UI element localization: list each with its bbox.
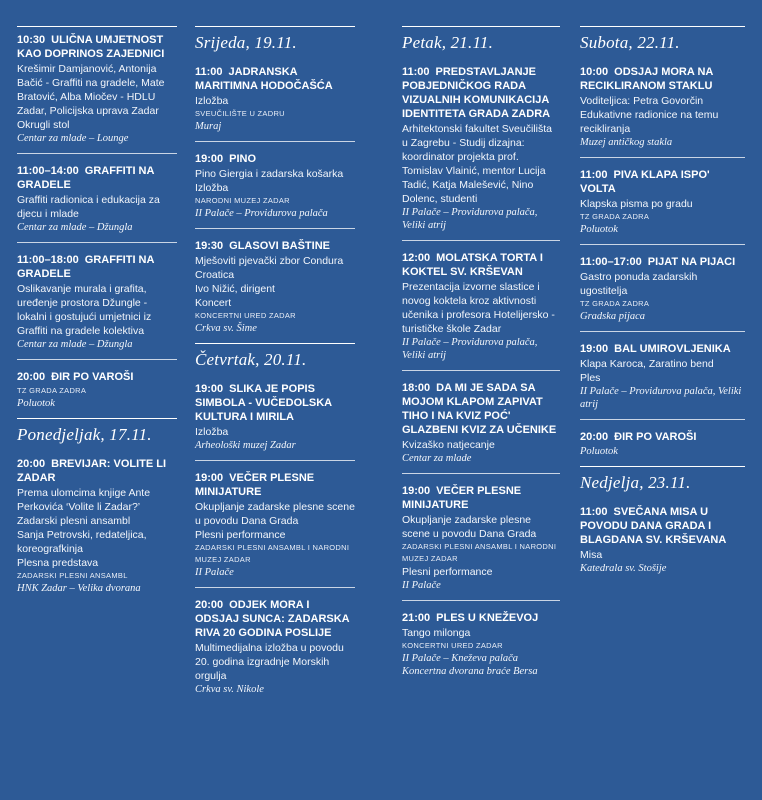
event-description: Zadarski plesni ansambl: [17, 515, 131, 527]
event-time: 18:00: [402, 382, 431, 394]
event-venue: II Palače: [195, 567, 234, 578]
event-venue: Poluotok: [580, 224, 618, 235]
day-title: Petak, 21.11.: [402, 33, 494, 52]
event-name: DA MI JE SADA SA MOJOM KLAPOM ZAPIVAT TIHO I NA KVIZ POĆ' GLAZBENI KVIZ ZA UČENIKE: [402, 382, 557, 436]
event-description: Okupljanje zadarske plesne scene u povodu Dana Grada: [402, 514, 537, 540]
column-4: [580, 26, 745, 583]
event-organizer: ZADARSKI PLESNI ANSAMBL I NARODNI MUZEJ ZADAR: [195, 543, 350, 564]
day-section: [402, 26, 560, 678]
event-item: [580, 65, 745, 158]
day-title: Ponedjeljak, 17.11.: [17, 425, 152, 444]
event-item: [17, 164, 177, 243]
day-section: [580, 466, 745, 575]
column-3: [402, 26, 560, 686]
event-organizer: KONCERTNI URED ZADAR: [195, 311, 296, 320]
event-time: 11:00: [402, 66, 430, 78]
event-time: 11:00–17:00: [580, 256, 642, 268]
event-item: [17, 33, 177, 154]
event-title: [402, 65, 560, 121]
event-time: 11:00–18:00: [17, 254, 79, 266]
event-name: ODSJAJ MORA NA RECIKLIRANOM STAKLU: [580, 66, 713, 92]
event-item: [402, 381, 560, 474]
day-section: [17, 26, 177, 410]
event-name: BAL UMIROVLJENIKA: [614, 343, 731, 355]
event-time: 19:00: [580, 343, 609, 355]
event-venue: Centar za mlade – Džungla: [17, 222, 133, 233]
column-1: [17, 26, 177, 603]
event-item: [195, 598, 355, 696]
event-name: PIJAT NA PIJACI: [647, 256, 736, 268]
event-name: SLIKA JE POPIS SIMBOLA - VUČEDOLSKA KULTURA I MIRILA: [195, 383, 332, 423]
event-description: Krešimir Damjanović, Antonija Bačić - Graffiti na gradele, Mate Bratović, Alba Miočev - HDLU Zadar, Policijska uprava Zadar Okrugli stol: [17, 63, 165, 131]
event-organizer: ZADARSKI PLESNI ANSAMBL: [17, 571, 128, 580]
event-time: 12:00: [402, 252, 431, 264]
event-venue: Crkva sv. Nikole: [195, 684, 264, 695]
event-name: VEČER PLESNE MINIJATURE: [195, 472, 315, 498]
event-title: [402, 381, 560, 437]
event-description: Sanja Petrovski, redateljica, koreografkinja: [17, 529, 147, 555]
event-venue: Koncertna dvorana braće Bersa: [402, 666, 538, 677]
event-organizer: NARODNI MUZEJ ZADAR: [195, 196, 290, 205]
event-description: Okupljanje zadarske plesne scene u povodu Dana Grada: [195, 501, 355, 527]
event-description: Edukativne radionice na temu recikliranja: [580, 109, 719, 135]
event-item: [402, 65, 560, 241]
event-name: JADRANSKA MARITIMNA HODOČAŠĆA: [195, 66, 333, 92]
event-title: [195, 598, 355, 640]
event-name: PLES U KNEŽEVOJ: [436, 612, 539, 624]
event-venue: Gradska pijaca: [580, 311, 646, 322]
event-venue: Katedrala sv. Stošije: [580, 563, 667, 574]
event-name: VEČER PLESNE MINIJATURE: [402, 485, 522, 511]
day-title: Srijeda, 19.11.: [195, 33, 297, 52]
event-description: Misa: [580, 549, 603, 561]
event-organizer: TZ GRADA ZADRA: [17, 386, 87, 395]
event-time: 11:00: [195, 66, 223, 78]
event-title: [17, 164, 177, 192]
day-section: [195, 26, 355, 335]
event-venue: Crkva sv. Šime: [195, 323, 257, 334]
event-venue: Centar za mlade – Džungla: [17, 339, 133, 350]
event-description: Izložba: [195, 182, 229, 194]
event-item: [195, 239, 355, 335]
event-title: [195, 239, 355, 253]
column-2: [195, 26, 355, 704]
event-venue: Poluotok: [17, 398, 55, 409]
event-item: [402, 611, 560, 678]
event-name: MOLATSKA TORTA I KOKTEL SV. KRŠEVAN: [402, 252, 543, 278]
event-description: Oslikavanje murala i grafita, uređenje prostora Džungle - lokalni i gostujući umjetnici iz Graffiti na gradele kolektiva: [17, 283, 152, 337]
event-name: PINO: [229, 153, 257, 165]
event-time: 20:00: [195, 599, 224, 611]
event-time: 20:00: [17, 371, 46, 383]
event-name: PIVA KLAPA ISPO' VOLTA: [580, 169, 710, 195]
event-title: [17, 370, 177, 384]
event-time: 19:00: [402, 485, 431, 497]
event-description: Gastro ponuda zadarskih ugostitelja: [580, 271, 698, 297]
event-description: Pino Giergia i zadarska košarka: [195, 168, 344, 180]
event-venue: Muzej antičkog stakla: [580, 137, 673, 148]
day-title: Nedjelja, 23.11.: [580, 473, 691, 492]
event-name: GRAFFITI NA GRADELE: [17, 254, 155, 280]
event-description: Plesni performance: [195, 529, 286, 541]
event-item: [17, 370, 177, 410]
event-time: 20:00: [580, 431, 609, 443]
event-time: 19:30: [195, 240, 224, 252]
event-venue: II Palače – Providurova palača, Veliki atrij: [580, 386, 742, 410]
event-venue: II Palače – Kneževa palača: [402, 653, 519, 664]
event-venue: II Palače – Providurova palača, Veliki atrij: [402, 207, 538, 231]
day-title: Subota, 22.11.: [580, 33, 680, 52]
event-title: [195, 382, 355, 424]
event-description: Multimedijalna izložba u povodu 20. godina izgradnje Morskih orgulja: [195, 642, 344, 682]
event-organizer: SVEUČILIŠTE U ZADRU: [195, 109, 285, 118]
event-title: [580, 430, 745, 444]
event-title: [580, 505, 745, 547]
event-description: Izložba: [195, 426, 229, 438]
event-venue: II Palače – Providurova palača, Veliki atrij: [402, 337, 538, 361]
event-name: GLASOVI BAŠTINE: [229, 240, 330, 252]
event-title: [17, 457, 177, 485]
event-item: [195, 382, 355, 461]
event-name: PREDSTAVLJANJE POBJEDNIČKOG RADA VIZUALNIH KOMUNIKACIJA IDENTITETA GRADA ZADRA: [402, 66, 551, 120]
event-organizer: ZADARSKI PLESNI ANSAMBL I NARODNI MUZEJ ZADAR: [402, 542, 557, 563]
event-venue: Centar za mlade – Lounge: [17, 133, 129, 144]
event-venue: Arheološki muzej Zadar: [195, 440, 296, 451]
event-item: [580, 505, 745, 575]
event-venue: Poluotok: [580, 446, 618, 457]
event-description: Prema ulomcima knjige Ante Perkovića ‘Volite li Zadar?’: [17, 487, 151, 513]
day-section: [17, 418, 177, 595]
event-title: [580, 65, 745, 93]
event-venue: II Palače – Providurova palača: [195, 208, 328, 219]
event-time: 10:00: [580, 66, 609, 78]
event-name: ULIČNA UMJETNOST KAO DOPRINOS ZAJEDNICI: [17, 34, 165, 60]
event-title: [195, 65, 355, 93]
event-item: [580, 168, 745, 245]
event-description: Plesna predstava: [17, 557, 99, 569]
event-item: [402, 484, 560, 601]
event-time: 11:00: [580, 169, 608, 181]
event-title: [402, 611, 560, 625]
event-title: [580, 168, 745, 196]
event-time: 11:00–14:00: [17, 165, 79, 177]
event-description: Klapa Karoca, Zaratino bend: [580, 358, 714, 370]
event-description: Koncert: [195, 297, 232, 309]
event-organizer: KONCERTNI URED ZADAR: [402, 641, 503, 650]
event-name: SVEČANA MISA U POVODU DANA GRADA I BLAGDANA SV. KRŠEVANA: [580, 506, 727, 546]
event-name: GRAFFITI NA GRADELE: [17, 165, 155, 191]
event-title: [195, 471, 355, 499]
event-venue: Muraj: [195, 121, 222, 132]
event-item: [17, 253, 177, 360]
day-section: [580, 26, 745, 458]
event-item: [17, 457, 177, 595]
event-description: Graffiti radionica i edukacija za djecu i mlade: [17, 194, 160, 220]
event-venue: II Palače: [402, 580, 441, 591]
event-title: [580, 255, 745, 269]
event-description: Tango milonga: [402, 627, 471, 639]
day-section: [195, 343, 355, 696]
event-description: Izložba: [195, 95, 229, 107]
event-name: ĐIR PO VAROŠI: [614, 431, 697, 443]
event-time: 19:00: [195, 153, 224, 165]
event-name: ĐIR PO VAROŠI: [51, 371, 134, 383]
event-description: Mješoviti pjevački zbor Condura Croatica: [195, 255, 344, 281]
event-description: Ples: [580, 372, 601, 384]
event-description: Kvizaško natjecanje: [402, 439, 495, 451]
event-time: 19:00: [195, 383, 224, 395]
event-organizer: TZ GRADA ZADRA: [580, 299, 650, 308]
event-venue: HNK Zadar – Velika dvorana: [17, 583, 141, 594]
event-title: [402, 251, 560, 279]
event-description: Klapska pisma po gradu: [580, 198, 693, 210]
event-title: [402, 484, 560, 512]
event-description: Prezentacija izvorne slastice i novog koktela kroz aktivnosti učenika i profesora Hotelijersko - turističke škole Zadar: [402, 281, 555, 335]
event-time: 10:30: [17, 34, 46, 46]
event-title: [195, 152, 355, 166]
event-item: [402, 251, 560, 371]
day-title: Četvrtak, 20.11.: [195, 350, 307, 369]
event-venue: Centar za mlade: [402, 453, 472, 464]
event-title: [580, 342, 745, 356]
event-item: [580, 342, 745, 420]
event-name: BREVIJAR: VOLITE LI ZADAR: [17, 458, 167, 484]
event-organizer: TZ GRADA ZADRA: [580, 212, 650, 221]
event-time: 21:00: [402, 612, 431, 624]
event-item: [195, 65, 355, 142]
event-description: Ivo Nižić, dirigent: [195, 283, 275, 295]
event-title: [17, 33, 177, 61]
event-item: [195, 152, 355, 229]
event-description: Plesni performance: [402, 566, 493, 578]
event-name: ODJEK MORA I ODSJAJ SUNCA: ZADARSKA RIVA 20 GODINA POSLIJE: [195, 599, 350, 639]
event-item: [195, 471, 355, 588]
event-item: [580, 255, 745, 332]
event-description: Arhitektonski fakultet Sveučilišta u Zagrebu - Studij dizajna: koordinator projekta prof. Tomislav Vlainić, mentor Lucija Tadić, Katja Malešević, Nino Dolenc, studenti: [402, 123, 552, 205]
event-time: 20:00: [17, 458, 46, 470]
event-time: 19:00: [195, 472, 224, 484]
event-title: [17, 253, 177, 281]
event-item: [580, 430, 745, 458]
event-time: 11:00: [580, 506, 608, 518]
event-description: Voditeljica: Petra Govorčin: [580, 95, 704, 107]
